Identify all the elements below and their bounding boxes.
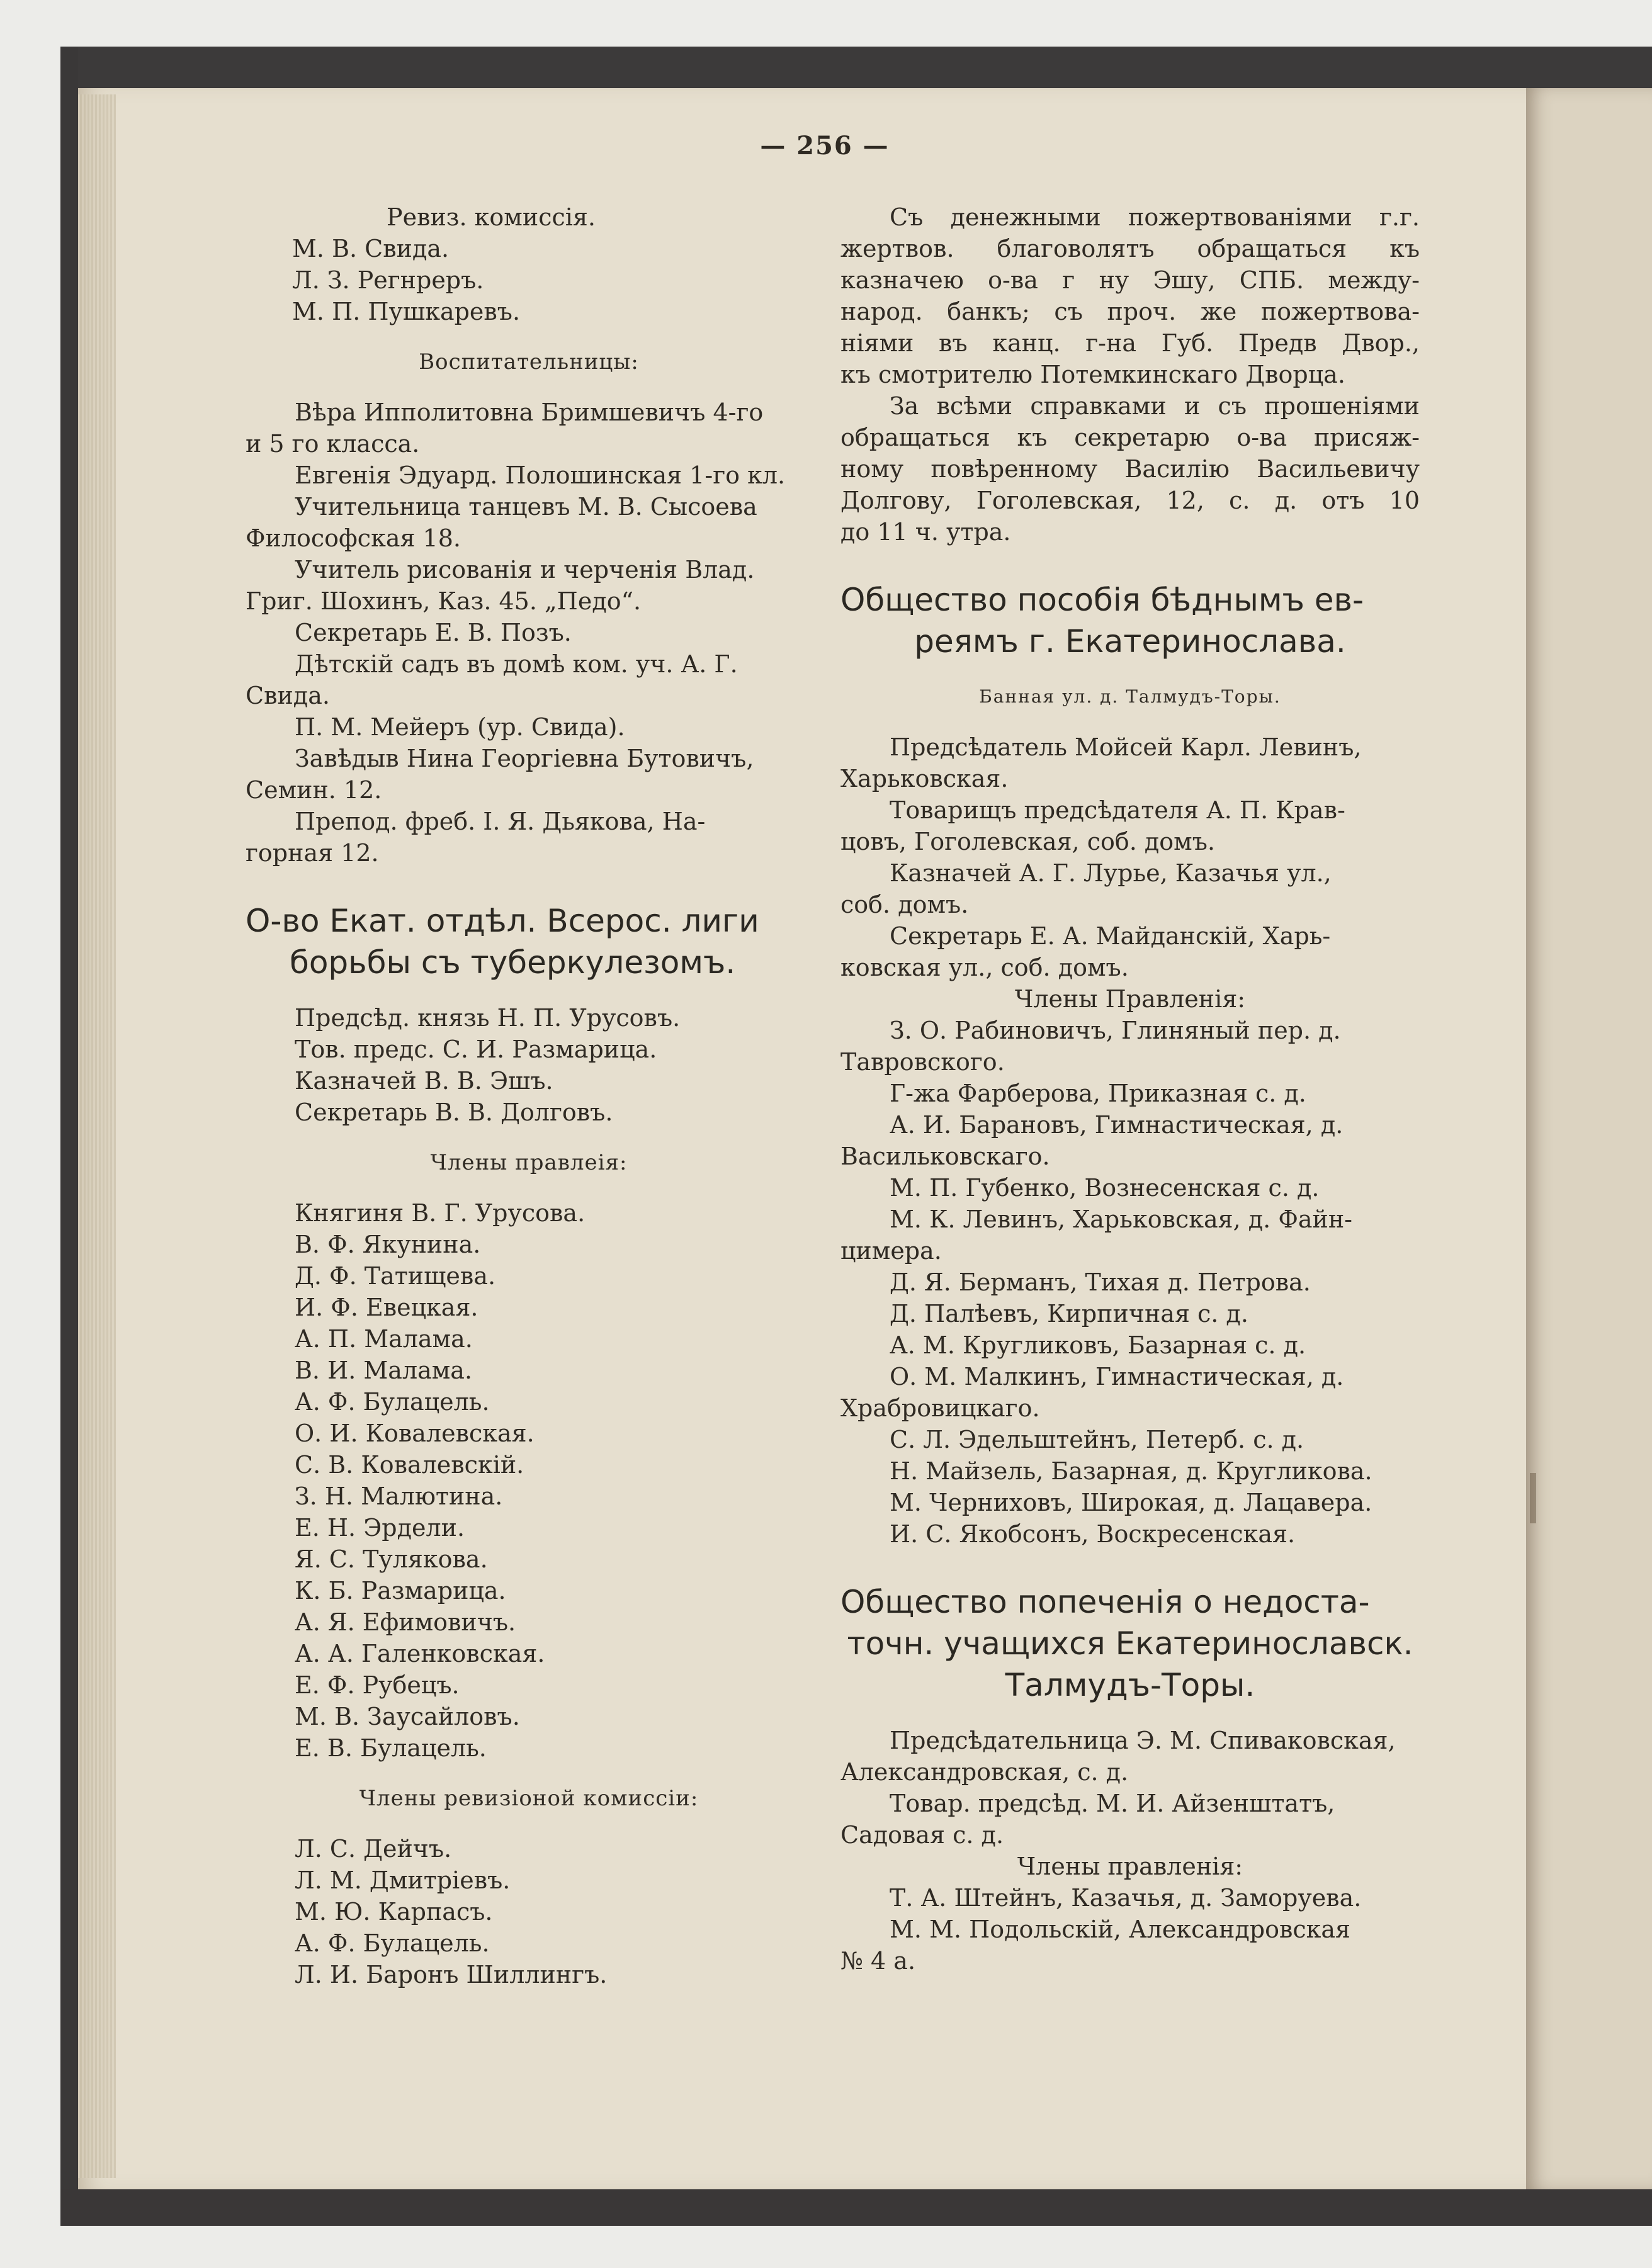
revision-member: М. П. Пушкаревъ. — [292, 298, 521, 325]
poor-jews-board-heading: Члены Правленія: — [1014, 985, 1246, 1013]
right-column — [840, 201, 1420, 1977]
board-line: Г-жа Фарберова, Приказная с. д. — [890, 1080, 1306, 1107]
donations-line: казначею о-ва г ну Эшу, СПБ. между- — [840, 266, 1420, 294]
board-line: М. Черниховъ, Широкая, д. Лацавера. — [890, 1489, 1372, 1516]
revision-commission-heading: Ревиз. комиссія. — [387, 203, 596, 231]
educators-line: Дѣтскій садъ въ домѣ ком. уч. А. Г. — [295, 650, 738, 678]
page-number: — 256 — — [760, 131, 890, 161]
revision-member: Л. М. Дмитріевъ. — [295, 1866, 511, 1894]
board-line: М. К. Левинъ, Харьковская, д. Файн- — [890, 1205, 1353, 1233]
board-line: З. О. Рабиновичъ, Глиняный пер. д. — [890, 1017, 1341, 1044]
board-member: М. В. Заусайловъ. — [295, 1703, 520, 1730]
revision-member: Л. И. Баронъ Шиллингъ. — [295, 1961, 608, 1989]
educators-line: и 5 го класса. — [246, 430, 420, 458]
book-binding-top — [60, 47, 1652, 89]
board-member: А. А. Галенковская. — [295, 1640, 545, 1667]
educators-heading: Воспитательницы: — [419, 349, 639, 375]
inquiries-line: обращаться къ секретарю о-ва присяж- — [840, 424, 1420, 451]
talmud-tora-society-title: Талмудъ-Торы. — [1005, 1667, 1255, 1703]
educators-line: Секретарь Е. В. Позъ. — [295, 619, 572, 646]
donations-line: жертвов. благоволятъ обращаться къ — [840, 235, 1420, 262]
society-line: Секретарь Е. А. Майданскій, Харь- — [890, 922, 1331, 950]
revision-member: Л. З. Регнреръ. — [292, 266, 484, 294]
society-line: Товар. предсѣд. М. И. Айзенштатъ, — [890, 1790, 1335, 1817]
inquiries-line: до 11 ч. утра. — [840, 518, 1011, 546]
society-line: Садовая с. д. — [840, 1821, 1004, 1849]
board-line: Тавровского. — [840, 1048, 1005, 1076]
board-line: М. М. Подольскій, Александровская — [890, 1915, 1351, 1943]
tb-league-officer: Секретарь В. В. Долговъ. — [295, 1098, 613, 1126]
board-line: М. П. Губенко, Вознесенская с. д. — [890, 1174, 1320, 1202]
society-line: Александровская, с. д. — [840, 1758, 1129, 1786]
revision-member: А. Ф. Булацель. — [295, 1929, 490, 1957]
tb-league-officer: Тов. предс. С. И. Размарица. — [295, 1035, 657, 1063]
donations-line: ніями въ канц. г-на Губ. Предв Двор., — [840, 329, 1420, 357]
educators-line: Вѣра Ипполитовна Бримшевичъ 4-го — [295, 398, 764, 426]
board-member: К. Б. Размарица. — [295, 1577, 506, 1605]
board-line: цимера. — [840, 1237, 942, 1265]
educators-line: Семин. 12. — [246, 776, 382, 804]
board-line: № 4 а. — [840, 1947, 916, 1975]
revision-member: М. Ю. Карпасъ. — [295, 1898, 493, 1926]
page-edges — [78, 94, 116, 2178]
society-line: соб. домъ. — [840, 891, 969, 918]
educators-line: П. М. Мейеръ (ур. Свида). — [295, 713, 625, 741]
revision-member: Л. С. Дейчъ. — [295, 1835, 452, 1863]
board-line: Д. Я. Берманъ, Тихая д. Петрова. — [890, 1268, 1311, 1296]
society-line: ковская ул., соб. домъ. — [840, 954, 1129, 981]
board-member: С. В. Ковалевскій. — [295, 1451, 524, 1479]
donations-line: Съ денежными пожертвованіями г.г. — [890, 203, 1420, 231]
board-member: Е. Ф. Рубецъ. — [295, 1671, 460, 1699]
society-line: Предсѣдатель Мойсей Карл. Левинъ, — [890, 733, 1362, 761]
tb-league-board-heading: Члены правлеія: — [430, 1150, 628, 1175]
educators-line: Завѣдыв Нина Георгіевна Бутовичъ, — [295, 745, 754, 772]
society-line: Товарищъ предсѣдателя А. П. Крав- — [890, 796, 1345, 824]
board-member: В. Ф. Якунина. — [295, 1231, 481, 1258]
inquiries-line: Долгову, Гоголевская, 12, с. д. отъ 10 — [840, 487, 1420, 514]
educators-line: Евгенія Эдуард. Полошинская 1-го кл. — [295, 461, 786, 489]
board-member: Д. Ф. Татищева. — [295, 1262, 496, 1290]
board-line: А. И. Барановъ, Гимнастическая, д. — [890, 1111, 1344, 1139]
educators-line: Свида. — [246, 682, 330, 709]
board-member: Е. Н. Эрдели. — [295, 1514, 465, 1542]
inquiries-line: ному повѣренному Василію Васильевичу — [840, 455, 1420, 483]
talmud-tora-society-title: Общество попеченія о недоста- — [840, 1584, 1370, 1620]
board-member: Княгиня В. Г. Урусова. — [295, 1199, 586, 1227]
board-member: Я. С. Тулякова. — [295, 1545, 488, 1573]
tb-league-officer: Казначей В. В. Эшъ. — [295, 1067, 553, 1095]
board-member: О. И. Ковалевская. — [295, 1419, 535, 1447]
board-member: З. Н. Малютина. — [295, 1482, 503, 1510]
poor-jews-society-title: Общество пособія бѣднымъ ев- — [840, 582, 1364, 618]
society-line: Харьковская. — [840, 765, 1009, 793]
book-binding-left — [60, 47, 78, 2225]
board-line: О. М. Малкинъ, Гимнастическая, д. — [890, 1363, 1344, 1391]
board-member: В. И. Малама. — [295, 1357, 473, 1384]
board-line: А. М. Кругликовъ, Базарная с. д. — [890, 1331, 1306, 1359]
educators-line: Учительница танцевъ М. В. Сысоева — [295, 493, 757, 521]
talmud-tora-society-title: точн. учащихся Екатеринославск. — [847, 1625, 1413, 1662]
poor-jews-society-title: реямъ г. Екатеринослава. — [914, 623, 1346, 660]
tb-league-officer: Предсѣд. князь Н. П. Урусовъ. — [295, 1004, 681, 1032]
tb-league-title: борьбы съ туберкулезомъ. — [290, 944, 736, 981]
society-line: Предсѣдательница Э. М. Спиваковская, — [890, 1727, 1396, 1754]
educators-line: горная 12. — [246, 839, 379, 867]
educators-line: Григ. Шохинъ, Каз. 45. „Педо“. — [246, 587, 642, 615]
adjacent-page — [1526, 88, 1652, 2189]
revision-member: М. В. Свида. — [292, 235, 450, 262]
left-column — [246, 201, 812, 1990]
board-line: Васильковскаго. — [840, 1142, 1050, 1170]
page-stain — [1530, 1473, 1536, 1523]
society-line: Казначей А. Г. Лурье, Казачья ул., — [890, 859, 1332, 887]
board-line: Д. Палѣевъ, Кирпичная с. д. — [890, 1300, 1248, 1328]
board-member: Е. В. Булацель. — [295, 1734, 487, 1762]
board-line: Т. А. Штейнъ, Казачья, д. Заморуева. — [890, 1884, 1362, 1912]
board-member: И. Ф. Евецкая. — [295, 1294, 478, 1321]
board-member: А. Ф. Булацель. — [295, 1388, 490, 1416]
talmud-tora-board-heading: Члены правленія: — [1017, 1853, 1243, 1880]
society-line: цовъ, Гоголевская, соб. домъ. — [840, 828, 1215, 855]
tb-league-revision-heading: Члены ревизіоной комиссіи: — [359, 1786, 699, 1811]
book-binding-bottom — [60, 2189, 1652, 2226]
educators-line: Философская 18. — [246, 524, 461, 552]
board-line: Н. Майзель, Базарная, д. Кругликова. — [890, 1457, 1372, 1485]
donations-line: народ. банкъ; съ проч. же пожертвова- — [840, 298, 1420, 325]
poor-jews-society-address: Банная ул. д. Талмудъ-Торы. — [979, 686, 1281, 707]
board-member: А. П. Малама. — [295, 1325, 473, 1353]
educators-line: Препод. фреб. І. Я. Дьякова, На- — [295, 808, 706, 835]
board-line: С. Л. Эдельштейнъ, Петерб. с. д. — [890, 1426, 1304, 1453]
board-line: Храбровицкаго. — [840, 1394, 1040, 1422]
board-line: И. С. Якобсонъ, Воскресенская. — [890, 1520, 1296, 1548]
inquiries-line: За всѣми справками и съ прошеніями — [890, 392, 1420, 420]
donations-line: къ смотрителю Потемкинскаго Дворца. — [840, 361, 1345, 388]
board-member: А. Я. Ефимовичъ. — [295, 1608, 516, 1636]
educators-line: Учитель рисованія и черченія Влад. — [295, 556, 755, 584]
tb-league-title: О-во Екат. отдѣл. Всерос. лиги — [246, 903, 759, 939]
